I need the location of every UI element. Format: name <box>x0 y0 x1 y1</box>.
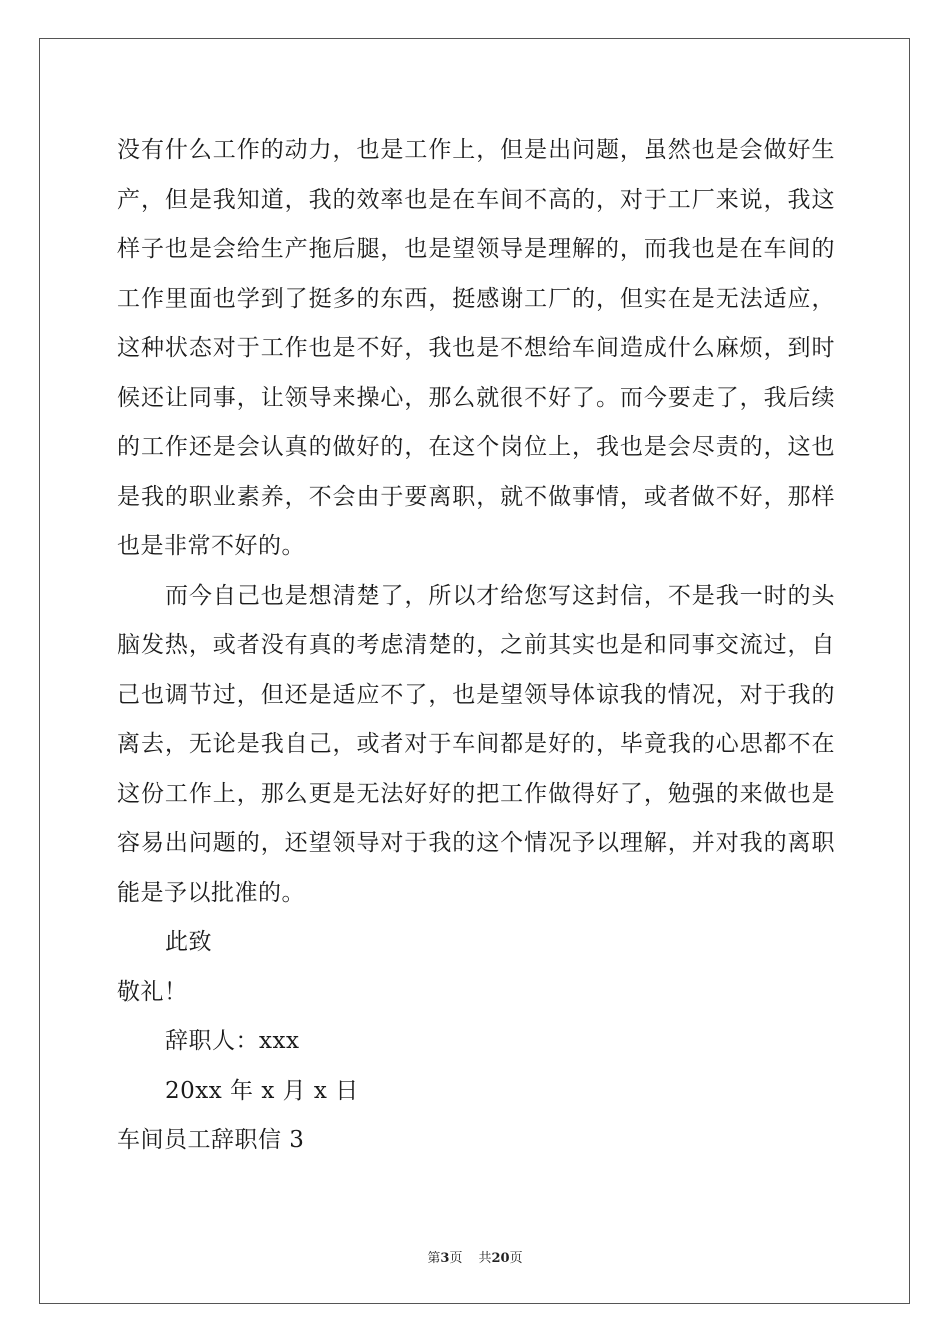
total-page-number: 20 <box>491 1251 510 1266</box>
current-page-number: 3 <box>440 1251 450 1266</box>
paragraph-2: 而今自己也是想清楚了，所以才给您写这封信，不是我一时的头脑发热，或者没有真的考虑清楚的，之前其实也是和同事交流过，自己也调节过，但还是适应不了，也是望领导体谅我的情况，对于我的离去，无论是我自己，或者对于车间都是好的，毕竟我的心思都不在这份工作上，那么更是无法好好的把工作做得好了，勉强的来做也是容易出问题的，还望领导对于我的这个情况予以理解，并对我的离职能是予以批准的。 <box>117 582 835 906</box>
document-body <box>117 126 835 1166</box>
total-prefix: 共 <box>478 1251 492 1266</box>
page-suffix: 页 <box>449 1251 463 1266</box>
next-letter-title: 车间员工辞职信 3 <box>117 1127 305 1153</box>
salute-line: 敬礼！ <box>117 978 188 1005</box>
paragraph-1: 没有什么工作的动力，也是工作上，但是出问题，虽然也是会做好生产，但是我知道，我的效率也是在车间不高的，对于工厂来说，我这样子也是会给生产拖后腿，也是望领导是理解的，而我也是在车间的工作里面也学到了挺多的东西，挺感谢工厂的，但实在是无法适应，这种状态对于工作也是不好，我也是不想给车间造成什么麻烦，到时候还让同事，让领导来操心，那么就很不好了。而今要走了，我后续的工作还是会认真的做好的，在这个岗位上，我也是会尽责的，这也是我的职业素养，不会由于要离职，就不做事情，或者做不好，那样也是非常不好的。 <box>117 137 835 559</box>
page-prefix: 第 <box>427 1251 441 1266</box>
signer-line: 辞职人：xxx <box>165 1028 300 1054</box>
page-footer <box>0 1247 950 1266</box>
date-line: 20xx 年 x 月 x 日 <box>165 1077 359 1104</box>
closing-line: 此致 <box>165 929 212 955</box>
total-suffix: 页 <box>509 1251 523 1266</box>
